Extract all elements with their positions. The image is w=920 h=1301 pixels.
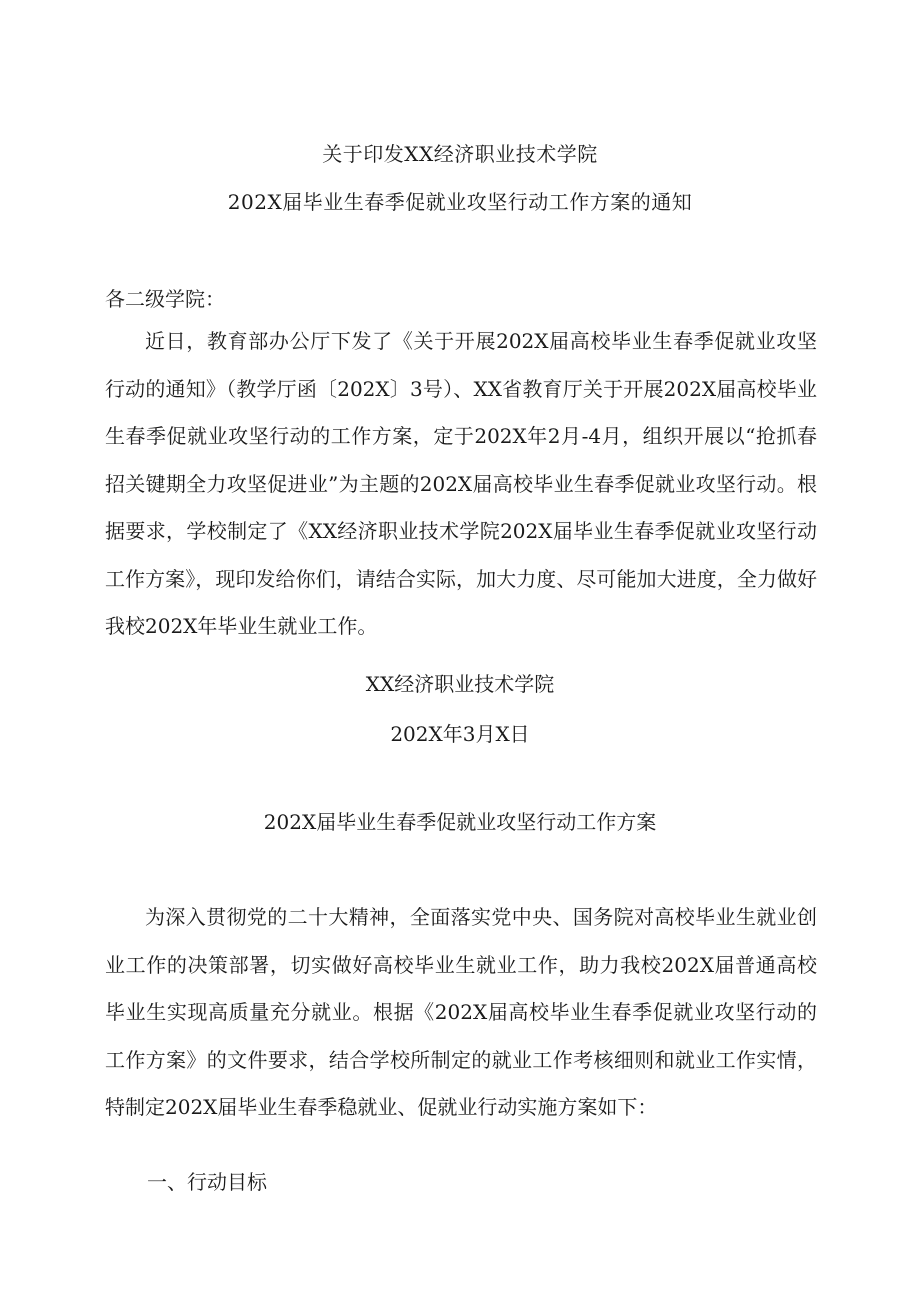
notice-title-line1: 关于印发XX经济职业技术学院	[322, 142, 598, 166]
section-heading-goals: 一、行动目标	[147, 1170, 267, 1194]
notice-body-paragraph: 近日，教育部办公厅下发了《关于开展202X届高校毕业生春季促就业攻坚行动的通知》（教学厅函〔202X〕3号）、XX省教育厅关于开展202X届高校毕业生春季促就业攻坚行动的工作方案，定于202X年2月-4月，组织开展以“抢抓春招关键期全力攻坚促进业”为主题的202X届高校毕业生春季促就业攻坚行动。根据要求，学校制定了《XX经济职业技术学院202X届毕业生春季促就业攻坚行动工作方案》，现印发给你们，请结合实际，加大力度、尽可能加大进度，全力做好我校202X年毕业生就业工作。	[105, 329, 817, 638]
notice-title-line2: 202X届毕业生春季促就业攻坚行动工作方案的通知	[227, 190, 693, 214]
plan-title: 202X届毕业生春季促就业攻坚行动工作方案	[263, 810, 657, 834]
salutation: 各二级学院：	[105, 287, 225, 311]
signature-date: 202X年3月X日	[390, 722, 530, 746]
signature-organization: XX经济职业技术学院	[365, 672, 555, 696]
plan-intro-paragraph: 为深入贯彻党的二十大精神，全面落实党中央、国务院对高校毕业生就业创业工作的决策部署，切实做好高校毕业生就业工作，助力我校202X届普通高校毕业生实现高质量充分就业。根据《202X届高校毕业生春季促就业攻坚行动的工作方案》的文件要求，结合学校所制定的就业工作考核细则和就业工作实情，特制定202X届毕业生春季稳就业、促就业行动实施方案如下：	[105, 905, 817, 1119]
